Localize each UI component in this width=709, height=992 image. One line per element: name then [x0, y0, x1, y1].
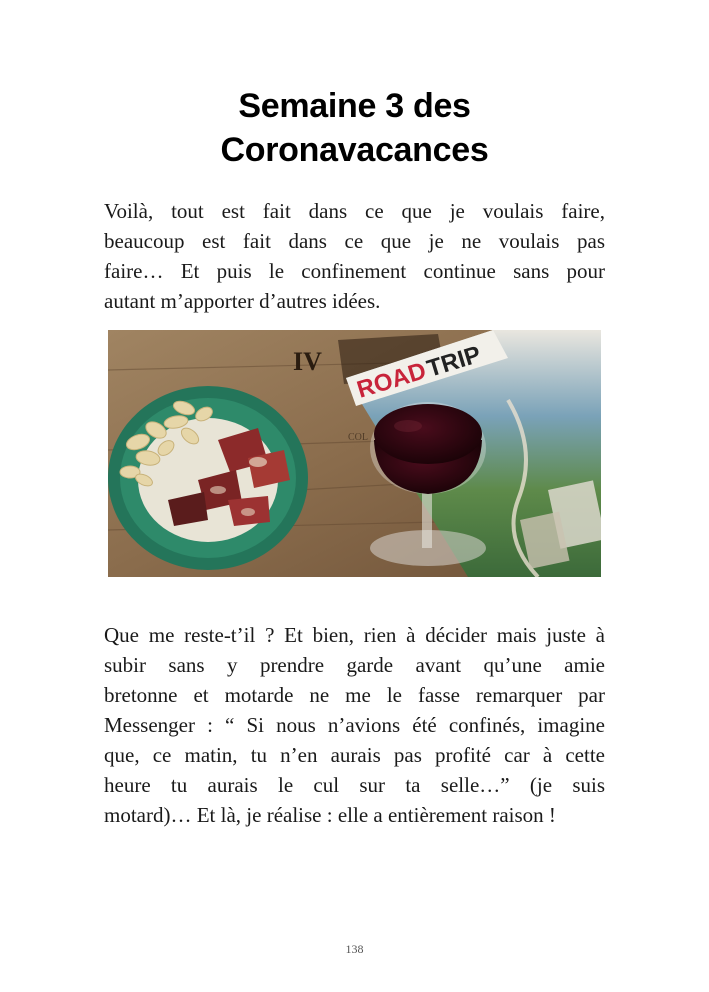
text-line: autant m’apporter d’autres idées.	[104, 289, 381, 313]
paragraph-intro	[104, 196, 605, 316]
text-line: motard)… Et là, je réalise : elle a entièrement raison !	[104, 803, 556, 827]
text-line: faire… Et puis le confinement continue sans pour	[104, 259, 605, 283]
text-line: que, ce matin, tu n’en aurais pas profité car à cette	[104, 743, 605, 767]
svg-text:COL: COL	[348, 432, 368, 443]
text-line: Voilà, tout est fait dans ce que je voulais faire,	[104, 199, 605, 223]
svg-text:ROAD: ROAD	[353, 357, 430, 404]
text-line: heure tu aurais le cul sur ta selle…” (je suis	[104, 773, 605, 797]
page-title	[100, 84, 609, 172]
svg-text:TRIP: TRIP	[423, 340, 485, 383]
text-line: subir sans y prendre garde avant qu’une amie	[104, 653, 605, 677]
paragraph-messenger	[104, 620, 605, 830]
text-line: Messenger : “ Si nous n’avions été confinés, imagine	[104, 713, 605, 737]
title-line-1: Semaine 3 des	[238, 87, 471, 125]
crate-stamp: IV	[293, 347, 322, 376]
photo-aperitif	[108, 330, 601, 577]
text-line: beaucoup est fait dans ce que je ne voulais pas	[104, 229, 605, 253]
text-line: bretonne et motarde ne me le fasse remarquer par	[104, 683, 605, 707]
page-number: 138	[345, 942, 364, 956]
title-line-2: Coronavacances	[220, 131, 489, 169]
text-line: Que me reste-t’il ? Et bien, rien à décider mais juste à	[104, 623, 605, 647]
